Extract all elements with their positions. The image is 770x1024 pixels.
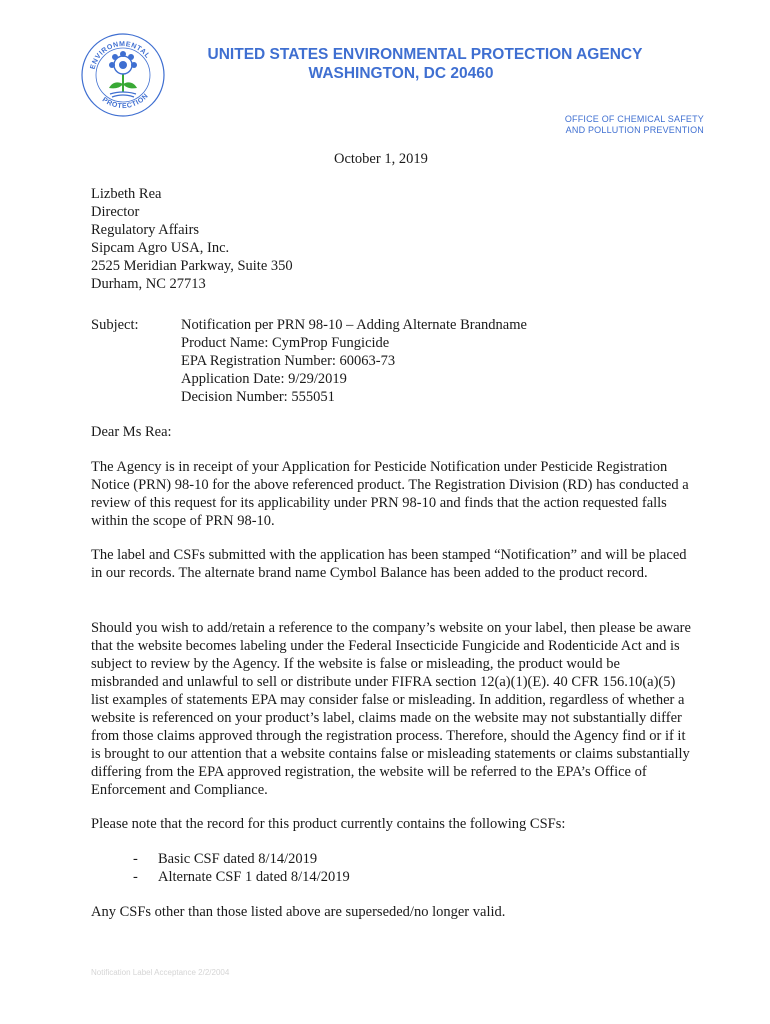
list-item <box>133 868 350 886</box>
agency-city: WASHINGTON, DC 20460 <box>308 65 494 82</box>
subject-line: Notification per PRN 98-10 – Adding Alternate Brandname <box>181 317 527 333</box>
address-line: 2525 Meridian Parkway, Suite 350 <box>91 258 293 274</box>
seal-ring-text-bottom: PROTECTION <box>100 92 151 111</box>
paragraph-receipt: The Agency is in receipt of your Application for Pesticide Notification under Pesticide Registration Notice (PRN) 98-10 for the above referenced product. The Registration Division (RD) has conducted a review of this request for its applicability under PRN 98-10 and finds that the action requested falls within the scope of PRN 98-10. <box>91 459 689 529</box>
paragraph-website: Should you wish to add/retain a reference to the company’s website on your label, then please be aware that the website becomes labeling under the Federal Insecticide Fungicide and Rodenticide Act and is subject to review by the Agency. If the website is false or misleading, the product would be misbranded and unlawful to sell or distribute under FIFRA section 12(a)(1)(E). 40 CFR 156.10(a)(5) list examples of statements EPA may consider false or misleading. In addition, regardless of whether a website is referenced on your product’s label, claims made on the website may not substantially differ from those claims approved through the registration process. Therefore, should the Agency find or if it is brought to our attention that a website contains false or misleading statements or claims substantially differing from the EPA approved registration, the website will be referred to the EPA’s Office of Enforcement and Compliance. <box>91 620 691 798</box>
subject-block <box>181 316 527 406</box>
salutation: Dear Ms Rea: <box>91 424 172 440</box>
agency-name: UNITED STATES ENVIRONMENTAL PROTECTION AGENCY <box>207 46 643 63</box>
footer-note: Notification Label Acceptance 2/2/2004 <box>91 968 230 977</box>
list-item-text: Alternate CSF 1 dated 8/14/2019 <box>158 869 350 885</box>
subject-label: Subject: <box>91 317 139 333</box>
address-line: Durham, NC 27713 <box>91 276 206 292</box>
seal-ring-text-top: ENVIRONMENTAL <box>89 40 152 71</box>
address-line: Regulatory Affairs <box>91 222 200 238</box>
address-line: Sipcam Agro USA, Inc. <box>91 240 230 256</box>
paragraph-stamped: The label and CSFs submitted with the application has been stamped “Notification” and will be placed in our records. The alternate brand name Cymbol Balance has been added to the product record. <box>91 547 687 581</box>
office-name-line2: AND POLLUTION PREVENTION <box>565 125 704 135</box>
recipient-address <box>91 185 293 293</box>
address-line: Lizbeth Rea <box>91 186 162 202</box>
letter-date: October 1, 2019 <box>334 151 428 167</box>
subject-line: EPA Registration Number: 60063-73 <box>181 353 396 369</box>
list-item <box>133 850 350 868</box>
subject-line: Decision Number: 555051 <box>181 389 335 405</box>
paragraph-superseded: Any CSFs other than those listed above are superseded/no longer valid. <box>91 904 506 920</box>
list-bullet: - <box>133 851 138 867</box>
subject-line: Application Date: 9/29/2019 <box>181 371 347 387</box>
office-name-line1: OFFICE OF CHEMICAL SAFETY <box>564 114 704 124</box>
list-bullet: - <box>133 869 138 885</box>
address-line: Director <box>91 204 140 220</box>
paragraph-csf-intro: Please note that the record for this product currently contains the following CSFs: <box>91 816 566 832</box>
list-item-text: Basic CSF dated 8/14/2019 <box>158 851 318 867</box>
csf-list <box>133 850 350 886</box>
subject-line: Product Name: CymProp Fungicide <box>181 335 390 351</box>
